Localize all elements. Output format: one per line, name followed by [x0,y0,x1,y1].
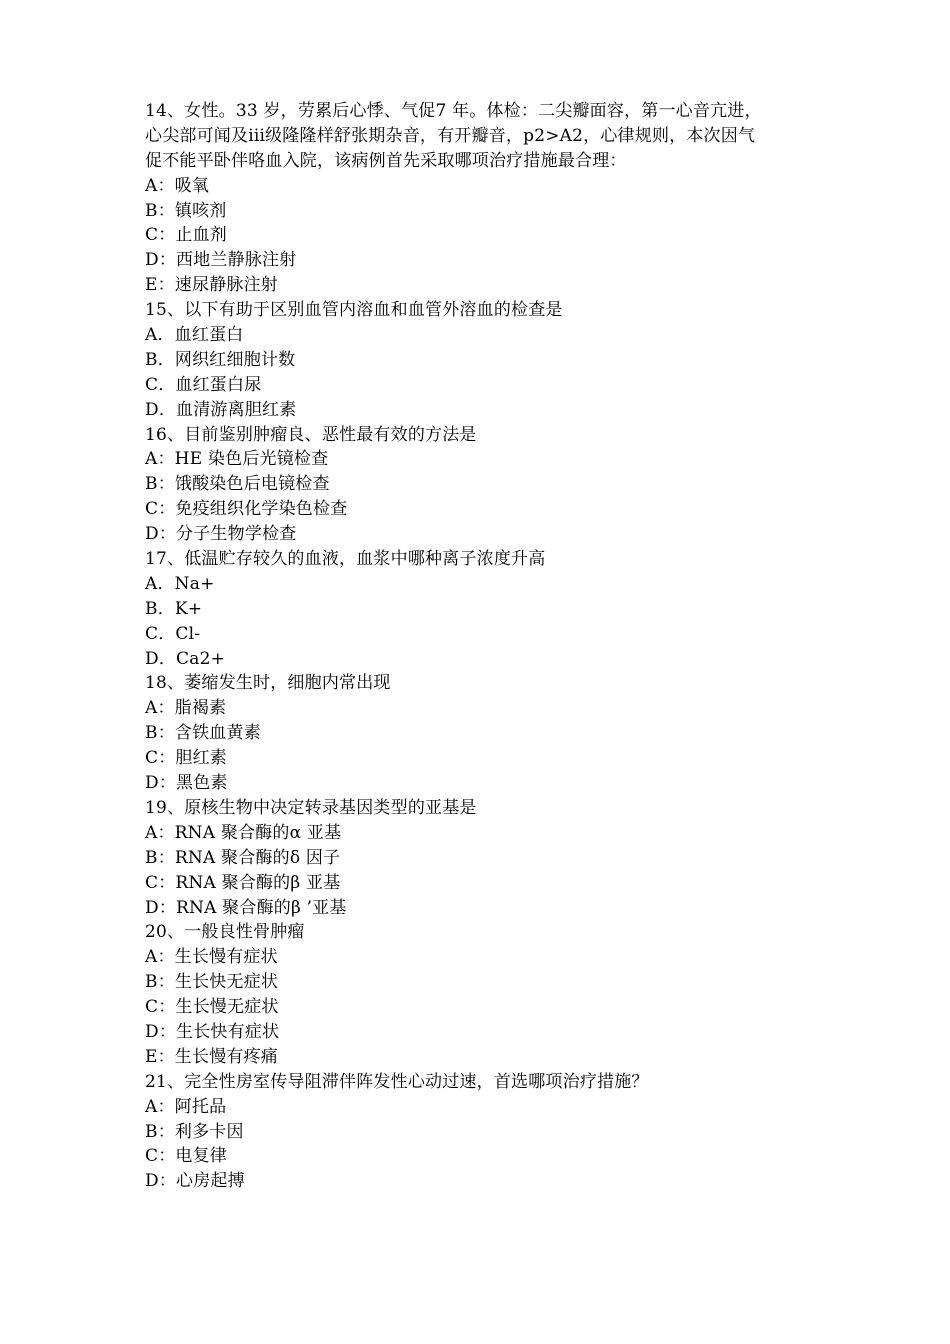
option-a: A．Na+ [145,573,215,594]
question-20 [145,920,825,1069]
option-a: A：HE 染色后光镜检查 [145,449,329,470]
option-b: B：镇咳剂 [145,200,227,221]
question-18 [145,671,825,795]
option-a: A：吸氧 [145,175,210,196]
option-e: E：速尿静脉注射 [145,275,279,296]
option-b: B．网织红细胞计数 [145,349,296,370]
option-a: A：脂褐素 [145,698,227,719]
option-d: D：心房起搏 [145,1171,245,1192]
question-stem: 心尖部可闻及iii级隆隆样舒张期杂音，有开瓣音，p2>A2，心律规则，本次因气 [145,125,756,146]
question-17 [145,547,825,671]
option-b: B：含铁血黄素 [145,723,261,744]
question-stem: 促不能平卧伴咯血入院，该病例首先采取哪项治疗措施最合理： [145,150,627,171]
option-c: C：生长慢无症状 [145,997,279,1018]
question-16 [145,423,825,547]
option-b: B：RNA 聚合酶的δ 因子 [145,847,341,868]
option-d: D：生长快有症状 [145,1021,280,1042]
option-c: C：RNA 聚合酶的β 亚基 [145,872,341,893]
option-c: C．血红蛋白尿 [145,374,262,395]
option-d: D：分子生物学检查 [145,524,297,545]
question-stem: 17、低温贮存较久的血液，血浆中哪种离子浓度升高 [145,549,546,570]
option-d: D．血清游离胆红素 [145,399,297,420]
question-14 [145,99,825,298]
question-stem: 15、以下有助于区别血管内溶血和血管外溶血的检查是 [145,300,563,321]
option-e: E：生长慢有疼痛 [145,1046,279,1067]
option-a: A．血红蛋白 [145,325,244,346]
option-c: C：免疫组织化学染色检查 [145,499,348,520]
question-stem: 20、一般良性骨肿瘤 [145,922,305,943]
question-stem: 14、女性。33 岁，劳累后心悸、气促7 年。体检：二尖瓣面容，第一心音亢进， [145,101,762,121]
document-page [145,99,825,1194]
option-d: D：黑色素 [145,773,228,794]
option-b: B：利多卡因 [145,1121,244,1142]
option-a: A：生长慢有症状 [145,947,278,968]
option-c: C：胆红素 [145,748,228,769]
question-15 [145,298,825,422]
option-c: C．Cl- [145,623,201,644]
option-c: C：电复律 [145,1146,228,1167]
question-stem: 16、目前鉴别肿瘤良、恶性最有效的方法是 [145,424,477,445]
option-c: C：止血剂 [145,225,228,246]
option-a: A：RNA 聚合酶的α 亚基 [145,822,342,843]
question-stem: 19、原核生物中决定转录基因类型的亚基是 [145,797,477,818]
question-19 [145,796,825,920]
option-b: B：生长快无症状 [145,972,279,993]
option-b: B：饿酸染色后电镜检查 [145,474,330,495]
option-b: B．K+ [145,598,203,619]
option-a: A：阿托品 [145,1096,227,1117]
option-d: D．Ca2+ [145,648,226,669]
question-stem: 18、萎缩发生时，细胞内常出现 [145,673,391,694]
option-d: D：西地兰静脉注射 [145,250,297,271]
question-stem: 21、完全性房室传导阻滞伴阵发性心动过速，首选哪项治疗措施？ [145,1071,649,1092]
option-d: D：RNA 聚合酶的β ’亚基 [145,897,347,918]
question-21 [145,1070,825,1194]
